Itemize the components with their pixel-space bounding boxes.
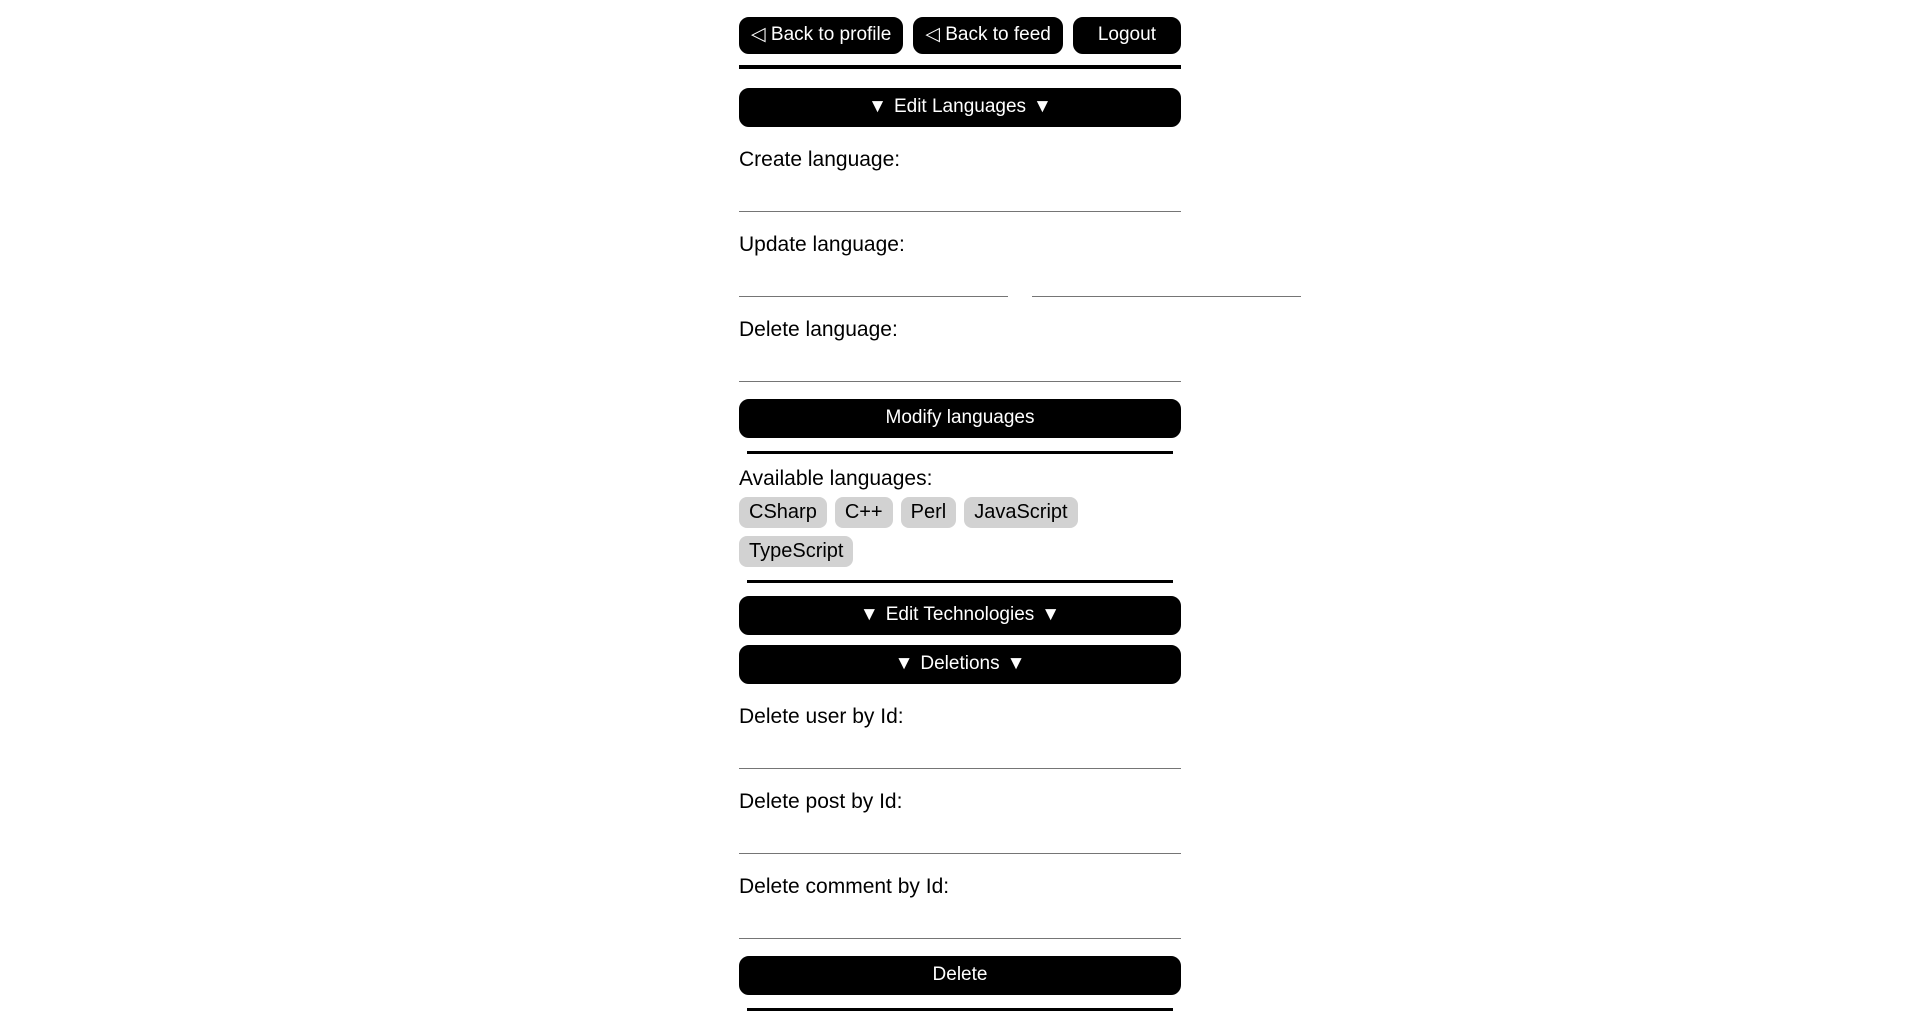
chevron-down-icon: ▼ [859,603,879,625]
divider [747,580,1173,583]
edit-languages-toggle-label: Edit Languages [893,95,1027,117]
edit-technologies-toggle[interactable] [739,596,1181,635]
back-to-feed-label: Back to feed [945,24,1051,45]
create-language-input[interactable] [739,172,1181,212]
admin-panel [739,17,1181,1011]
logout-label: Logout [1097,24,1156,45]
delete-comment-id-input[interactable] [739,899,1181,939]
back-to-profile-button[interactable] [739,17,903,54]
nav-row [739,17,1181,54]
update-language-row [739,257,1181,297]
divider [747,1008,1173,1011]
chevron-down-icon: ▼ [1033,95,1052,117]
available-languages-list [739,497,1181,567]
update-language-old-input[interactable] [739,257,1008,297]
delete-comment-id-label: Delete comment by Id: [739,874,950,898]
update-language-new-input[interactable] [1032,257,1301,297]
delete-language-label: Delete language: [739,317,898,341]
back-arrow-icon: ◁ [925,24,940,45]
logout-button[interactable] [1073,17,1181,54]
delete-post-id-input[interactable] [739,814,1181,854]
chevron-down-icon: ▼ [1006,652,1026,674]
chevron-down-icon: ▼ [868,95,887,117]
language-tag: CSharp [739,497,827,528]
delete-button[interactable] [739,956,1181,995]
create-language-label: Create language: [739,147,901,171]
available-languages-label: Available languages: [739,466,933,490]
update-language-label: Update language: [739,232,905,256]
modify-languages-button[interactable] [739,399,1181,438]
delete-post-id-label: Delete post by Id: [739,789,903,813]
delete-user-id-label: Delete user by Id: [739,704,904,728]
chevron-down-icon: ▼ [894,652,914,674]
chevron-down-icon: ▼ [1041,603,1061,625]
delete-button-label: Delete [932,963,988,985]
back-arrow-icon: ◁ [751,24,766,45]
language-tag: Perl [901,497,957,528]
edit-technologies-toggle-label: Edit Technologies [885,603,1035,625]
language-tag: C++ [835,497,893,528]
deletions-toggle-label: Deletions [920,652,1000,674]
edit-languages-toggle[interactable] [739,88,1181,127]
language-tag: JavaScript [964,497,1077,528]
deletions-toggle[interactable] [739,645,1181,684]
modify-languages-label: Modify languages [885,407,1035,429]
divider [747,451,1173,454]
back-to-profile-label: Back to profile [770,24,892,45]
delete-user-id-input[interactable] [739,729,1181,769]
delete-language-input[interactable] [739,342,1181,382]
divider [739,65,1181,69]
back-to-feed-button[interactable] [913,17,1063,54]
language-tag: TypeScript [739,536,853,567]
